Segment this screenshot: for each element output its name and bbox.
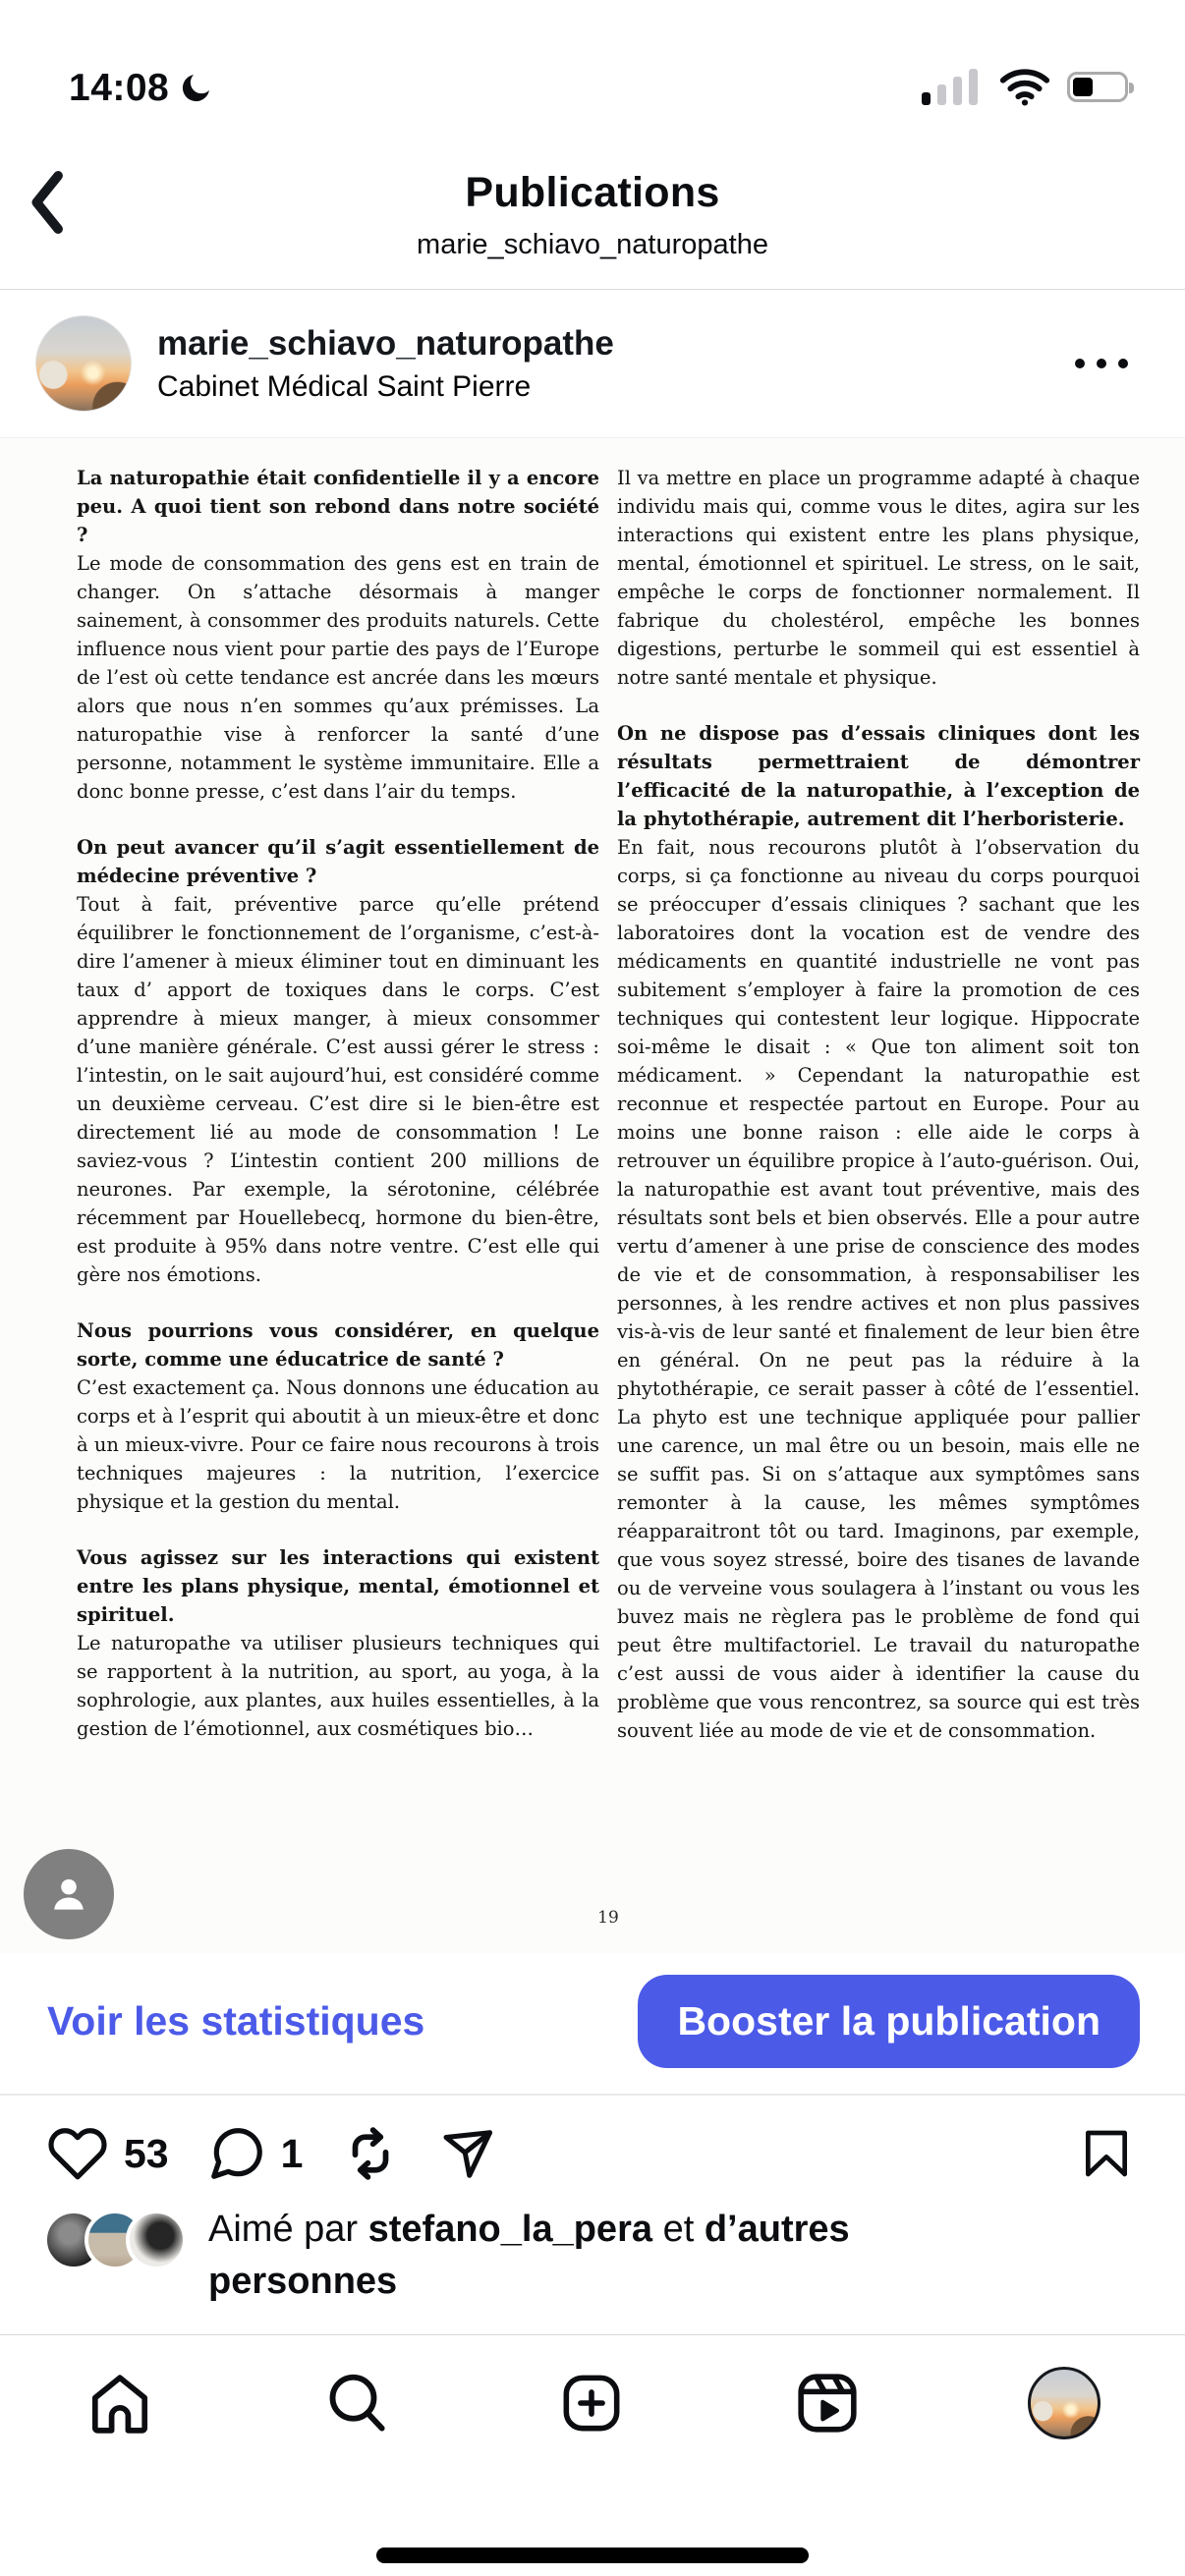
- moon-icon: [177, 70, 214, 107]
- nav-header: [0, 116, 1185, 290]
- liker-avatar[interactable]: [126, 2210, 187, 2270]
- profile-avatar[interactable]: [35, 315, 132, 412]
- liked-by-prefix: Aimé par: [208, 2209, 359, 2251]
- wifi-icon: [998, 67, 1051, 106]
- reels-icon[interactable]: [793, 2368, 862, 2438]
- status-left: [69, 67, 214, 110]
- interview-question: Vous agissez sur les interactions qui existent entre les plans physique, mental, émotionnel et spirituel.: [77, 1546, 599, 1626]
- repost-icon[interactable]: [340, 2123, 401, 2184]
- interview-block: [617, 464, 1140, 692]
- liked-by-connector: et: [662, 2209, 695, 2251]
- magazine-page-number: 19: [597, 1908, 619, 1929]
- boost-post-button[interactable]: Booster la publication: [638, 1975, 1140, 2068]
- liked-by-text: [208, 2204, 985, 2307]
- cellular-signal-icon: [922, 67, 983, 106]
- liked-by-row[interactable]: [0, 2190, 1185, 2334]
- interview-question: On peut avancer qu’il s’agit essentiellement de médecine préventive ?: [77, 836, 599, 887]
- article-column-right: [617, 464, 1140, 1772]
- battery-icon: [1067, 72, 1128, 102]
- tagged-people-icon[interactable]: [24, 1849, 114, 1939]
- interview-block: [617, 719, 1140, 1745]
- post-header: [0, 290, 1185, 438]
- interview-answer: Tout à fait, préventive parce qu’elle prétend équilibrer le fonctionnement de l’organisme, c’est-à-dire l’amener à mieux éliminer tout en diminuant les taux d’ apport de toxiques dans le corps. C’est apprendre à mieux manger, à mieux consommer d’une manière générale. C’est aussi gérer le stress : l’intestin, on le sait aujourd’hui, est considéré comme un deuxième cerveau. C’est dire si le bien-être est directement lié au mode de consommation ! Le saviez-vous ? L’intestin contient 200 millions de neurones. Par exemple, la sérotonine, célébrée récemment par Houellebecq, hormone du bien-être, est produite à 95% dans notre ventre. C’est elle qui gère nos émotions.: [77, 893, 599, 1286]
- liked-by-others[interactable]: d’autres personnes: [208, 2209, 850, 2302]
- status-right: [922, 67, 1128, 110]
- status-time: 14:08: [69, 67, 170, 109]
- create-post-icon[interactable]: [557, 2368, 626, 2438]
- interview-question: On ne dispose pas d’essais cliniques dont les résultats permettraient de démontrer l’efficacité de la naturopathie, à l’exception de la phytothérapie, autrement dit l’herboristerie.: [617, 722, 1140, 830]
- back-button[interactable]: [24, 167, 79, 238]
- liker-username[interactable]: stefano_la_pera: [367, 2209, 652, 2251]
- page-title: Publications: [465, 169, 720, 216]
- comments-count[interactable]: 1: [280, 2130, 304, 2176]
- post-location[interactable]: Cabinet Médical Saint Pierre: [157, 369, 532, 403]
- profile-tab-avatar[interactable]: [1028, 2367, 1100, 2439]
- home-icon[interactable]: [85, 2368, 155, 2438]
- save-bookmark-icon[interactable]: [1079, 2123, 1134, 2184]
- interview-answer: Le naturopathe va utiliser plusieurs techniques qui se rapportent à la nutrition, au sport, au yoga, à la sophrologie, aux plantes, aux huiles essentielles, à la gestion de l’émotionnel, aux cosmétiques bio…: [77, 1632, 599, 1740]
- article-columns: [77, 464, 1140, 1772]
- page-subtitle: marie_schiavo_naturopathe: [417, 229, 768, 260]
- likes-count[interactable]: 53: [124, 2130, 169, 2176]
- liker-avatars: [43, 2204, 187, 2270]
- like-icon[interactable]: [45, 2123, 110, 2184]
- post-username[interactable]: marie_schiavo_naturopathe: [157, 323, 614, 363]
- tab-bar: [0, 2334, 1185, 2576]
- interview-question: La naturopathie était confidentielle il y a encore peu. A quoi tient son rebond dans notre société ?: [77, 467, 599, 546]
- article-column-left: [77, 464, 599, 1772]
- post-media[interactable]: [0, 438, 1185, 1953]
- interview-answer: Le mode de consommation des gens est en train de changer. On s’attache désormais à manger sainement, à consommer des produits naturels. Cette influence nous vient pour partie des pays de l’Europe de l’est où cette tendance est ancrée dans les mœurs alors que nous n’en sommes qu’aux prémisses. La naturopathie vise à renforcer la santé d’une personne, notamment le système immunitaire. Elle a donc bonne presse, c’est dans l’air du temps.: [77, 552, 599, 803]
- post-header-text: [157, 324, 1034, 404]
- interview-answer: Il va mettre en place un programme adapté à chaque individu mais qui, comme vous le dites, agira sur les interactions qui existent entre les plans physique, mental, émotionnel et spirituel. Le stress, on le sait, empêche le corps de fonctionner normalement. Il fabrique du cholestérol, empêche les bonnes digestions, perturbe le sommeil qui est essentiel à notre santé mentale et physique.: [617, 467, 1140, 689]
- more-options-icon[interactable]: [1059, 343, 1144, 384]
- battery-level: [1073, 78, 1093, 96]
- insights-bar: [0, 1953, 1185, 2096]
- engagement-bar: [0, 2096, 1185, 2190]
- search-icon[interactable]: [322, 2368, 391, 2438]
- share-icon[interactable]: [438, 2124, 497, 2183]
- interview-question: Nous pourrions vous considérer, en quelque sorte, comme une éducatrice de santé ?: [77, 1319, 599, 1371]
- interview-answer: C’est exactement ça. Nous donnons une éducation au corps et à l’esprit qui aboutit à un mieux-être et donc à un mieux-vivre. Pour ce faire nous recourons à trois techniques majeures : la nutrition, l’exercice physique et la gestion du mental.: [77, 1376, 599, 1513]
- comment-icon[interactable]: [206, 2123, 267, 2184]
- interview-answer: En fait, nous recourons plutôt à l’observation du corps, si ça fonctionne au niveau du corps pourquoi se préoccuper d’essais cliniques ? sachant que les laboratoires dont la vocation est de vendre des médicaments en quantité industrielle ne vont pas subitement s’employer à faire la promotion de ces techniques qui contestent leur logique. Hippocrate soi-même le disait : « Que ton aliment soit ton médicament. » Cependant la naturopathie est reconnue et respectée partout en Europe. Pour au moins une bonne raison : elle aide le corps à retrouver un équilibre propice à l’auto-guérison. Oui, la naturopathie est avant tout préventive, mais des résultats sont bels et bien observés. Elle a pour autre vertu d’amener à une prise de conscience des modes de vie et de consommation, à responsabiliser les personnes, à les rendre actives et non plus passives vis-à-vis de leur santé et finalement de leur bien être en général. On ne peut pas la réduire à la phytothérapie, ce serait passer à côté de l’essentiel. La phyto est une technique appliquée pour pallier une carence, un mal être ou un besoin, mais elle ne se suffit pas. Si on s’attaque aux symptômes sans remonter à la cause, les mêmes symptômes réapparaitront tôt ou tard. Imaginons, par exemple, que vous soyez stressé, boire des tisanes de lavande ou de verveine vous soulagera à l’instant ou vous les buvez mais ne règlera pas le problème de fond qui peut être multifactoriel. Le travail du naturopathe c’est aussi de vous aider à identifier la cause du problème que vous rencontrez, sa source qui est très souvent liée au mode de vie et de consommation.: [617, 836, 1140, 1742]
- interview-block: [77, 1543, 599, 1743]
- home-indicator[interactable]: [376, 2548, 809, 2563]
- status-bar: [0, 0, 1185, 116]
- interview-block: [77, 833, 599, 1289]
- interview-block: [77, 1316, 599, 1516]
- interview-block: [77, 464, 599, 806]
- view-stats-link[interactable]: Voir les statistiques: [47, 1998, 425, 2044]
